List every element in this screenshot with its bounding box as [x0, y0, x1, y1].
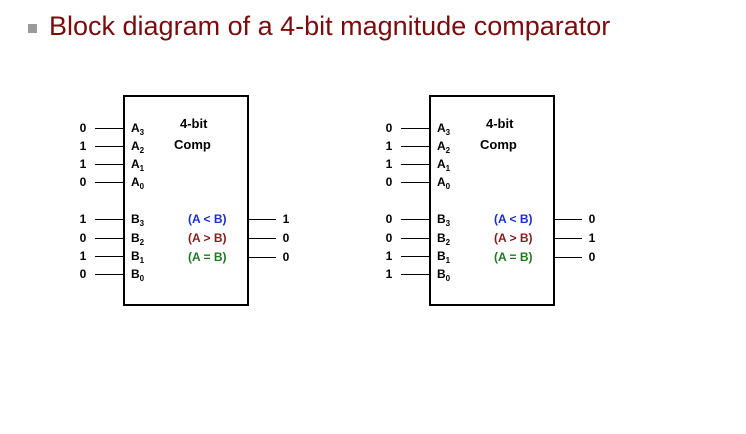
pin-b0: $B_0$: [131, 267, 145, 283]
input-wire-a0: [401, 182, 429, 183]
input-wire-b1: [401, 256, 429, 257]
pin-b1: $B_1$: [437, 249, 451, 265]
comparator-header-line1: 4-bit: [180, 116, 208, 131]
pin-b3: $B_3$: [437, 212, 451, 228]
output-label-eq: (A = B): [494, 250, 533, 264]
output-wire-gt: [555, 238, 582, 239]
comparator-header-line2: Comp: [174, 137, 211, 152]
pin-b0: $B_0$: [437, 267, 451, 283]
input-value-b1: 1: [385, 249, 393, 263]
input-value-b2: 0: [385, 231, 393, 245]
pin-b2: $B_2$: [131, 231, 145, 247]
output-label-gt: (A > B): [494, 231, 533, 245]
output-wire-lt: [555, 219, 582, 220]
output-label-gt: (A > B): [188, 231, 227, 245]
output-value-eq: 0: [588, 250, 596, 264]
pin-a0: $A_0$: [437, 175, 451, 191]
input-value-a1: 1: [79, 157, 87, 171]
output-label-eq: (A = B): [188, 250, 227, 264]
input-value-b0: 0: [79, 267, 87, 281]
pin-a3: $A_3$: [437, 121, 451, 137]
pin-a3: $A_3$: [131, 121, 145, 137]
comparator-header-line1: 4-bit: [486, 116, 514, 131]
output-value-eq: 0: [282, 250, 290, 264]
output-value-lt: 0: [588, 212, 596, 226]
input-wire-a3: [401, 128, 429, 129]
input-value-b3: 1: [79, 212, 87, 226]
input-value-b1: 1: [79, 249, 87, 263]
pin-b3: $B_3$: [131, 212, 145, 228]
input-value-a0: 0: [79, 175, 87, 189]
input-value-a3: 0: [79, 121, 87, 135]
output-label-lt: (A < B): [494, 212, 533, 226]
input-value-b3: 0: [385, 212, 393, 226]
input-value-a0: 0: [385, 175, 393, 189]
output-label-lt: (A < B): [188, 212, 227, 226]
pin-a0: $A_0$: [131, 175, 145, 191]
input-value-a2: 1: [385, 139, 393, 153]
pin-a2: $A_2$: [437, 139, 451, 155]
output-value-gt: 0: [282, 231, 290, 245]
pin-b1: $B_1$: [131, 249, 145, 265]
comparator-header-line2: Comp: [480, 137, 517, 152]
input-wire-a1: [401, 164, 429, 165]
output-wire-eq: [555, 257, 582, 258]
input-value-a1: 1: [385, 157, 393, 171]
input-value-b0: 1: [385, 267, 393, 281]
pin-a2: $A_2$: [131, 139, 145, 155]
input-wire-b0: [401, 274, 429, 275]
pin-a1: $A_1$: [437, 157, 451, 173]
input-value-a3: 0: [385, 121, 393, 135]
input-value-b2: 0: [79, 231, 87, 245]
pin-b2: $B_2$: [437, 231, 451, 247]
input-wire-b3: [401, 219, 429, 220]
pin-a1: $A_1$: [131, 157, 145, 173]
output-value-lt: 1: [282, 212, 290, 226]
input-value-a2: 1: [79, 139, 87, 153]
input-wire-a2: [401, 146, 429, 147]
output-value-gt: 1: [588, 231, 596, 245]
slide-title: Block diagram of a 4-bit magnitude comparator: [49, 11, 611, 41]
input-wire-b2: [401, 238, 429, 239]
